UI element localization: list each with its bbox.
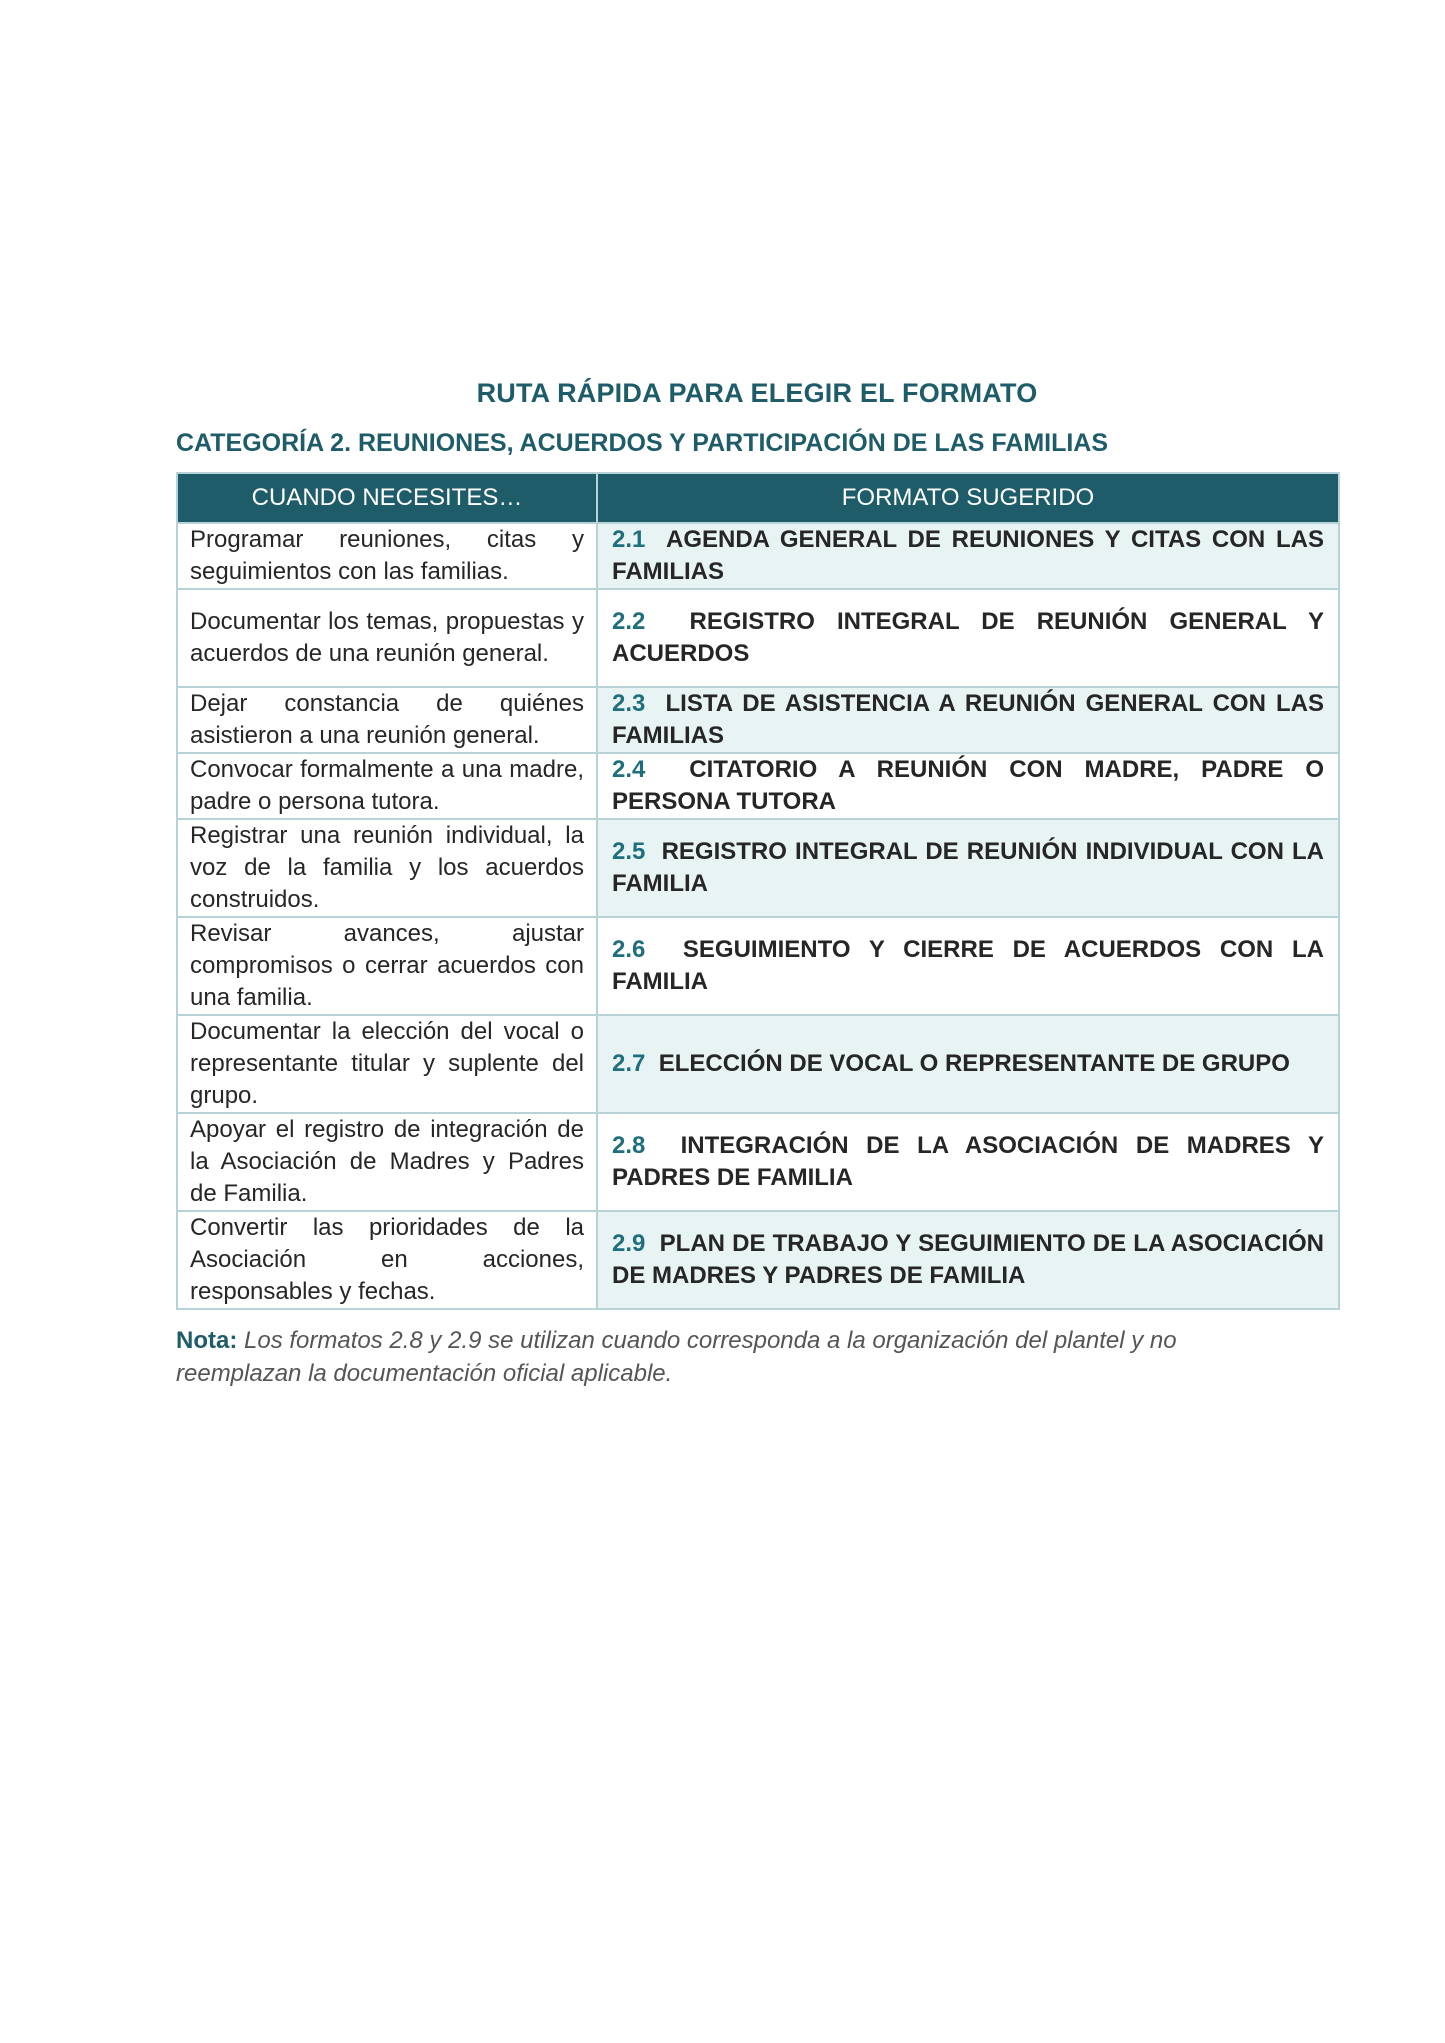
format-title: REGISTRO INTEGRAL DE REUNIÓN GENERAL Y ACUERDOS (612, 608, 1325, 667)
footnote (176, 1324, 1296, 1390)
format-cell (597, 523, 1339, 589)
format-title: INTEGRACIÓN DE LA ASOCIACIÓN DE MADRES Y PADRES DE FAMILIA (612, 1132, 1324, 1191)
note-text: Los formatos 2.8 y 2.9 se utilizan cuando corresponda a la organización del plantel y no reemplazan la documentación oficial aplicable. (176, 1327, 1177, 1387)
format-number: 2.2 (612, 608, 646, 635)
format-title: PLAN DE TRABAJO Y SEGUIMIENTO DE LA ASOCIACIÓN DE MADRES Y PADRES DE FAMILIA (612, 1230, 1324, 1289)
table-row (177, 819, 1339, 917)
format-number: 2.5 (612, 838, 646, 865)
need-cell: Programar reuniones, citas y seguimientos con las familias. (177, 523, 597, 589)
format-cell (597, 1113, 1339, 1211)
table-row (177, 589, 1339, 687)
format-cell (597, 1211, 1339, 1309)
format-cell (597, 687, 1339, 753)
format-number: 2.6 (612, 936, 646, 963)
format-title: CITATORIO A REUNIÓN CON MADRE, PADRE O PERSONA TUTORA (612, 756, 1324, 815)
format-cell (597, 589, 1339, 687)
format-title: LISTA DE ASISTENCIA A REUNIÓN GENERAL CON LAS FAMILIAS (612, 690, 1324, 749)
format-number: 2.1 (612, 526, 646, 553)
format-title: AGENDA GENERAL DE REUNIONES Y CITAS CON LAS FAMILIAS (612, 526, 1324, 585)
need-cell: Registrar una reunión individual, la voz de la familia y los acuerdos construidos. (177, 819, 597, 917)
format-number: 2.9 (612, 1230, 646, 1257)
table-row (177, 1113, 1339, 1211)
page-title: RUTA RÁPIDA PARA ELEGIR EL FORMATO (476, 378, 1038, 408)
format-title: ELECCIÓN DE VOCAL O REPRESENTANTE DE GRUPO (658, 1050, 1290, 1077)
need-cell: Dejar constancia de quiénes asistieron a una reunión general. (177, 687, 597, 753)
header-need: CUANDO NECESITES… (177, 473, 597, 523)
format-cell (597, 819, 1339, 917)
need-cell: Revisar avances, ajustar compromisos o cerrar acuerdos con una familia. (177, 917, 597, 1015)
format-cell (597, 917, 1339, 1015)
need-cell: Documentar los temas, propuestas y acuerdos de una reunión general. (177, 589, 597, 687)
table-row (177, 1211, 1339, 1309)
format-number: 2.8 (612, 1132, 646, 1159)
format-cell (597, 1015, 1339, 1113)
format-number: 2.4 (612, 756, 646, 783)
format-title: SEGUIMIENTO Y CIERRE DE ACUERDOS CON LA FAMILIA (612, 936, 1324, 995)
table-row (177, 917, 1339, 1015)
format-title: REGISTRO INTEGRAL DE REUNIÓN INDIVIDUAL CON LA FAMILIA (612, 838, 1324, 897)
table-row (177, 523, 1339, 589)
format-number: 2.7 (612, 1050, 646, 1077)
table-header-row (177, 473, 1339, 523)
need-cell: Convocar formalmente a una madre, padre o persona tutora. (177, 753, 597, 819)
format-number: 2.3 (612, 690, 646, 717)
document-page (176, 378, 1338, 1414)
header-format: FORMATO SUGERIDO (597, 473, 1339, 523)
format-cell (597, 753, 1339, 819)
table-row (177, 1015, 1339, 1113)
note-label: Nota: (176, 1327, 238, 1354)
table-row (177, 753, 1339, 819)
format-table (176, 472, 1340, 1310)
need-cell: Apoyar el registro de integración de la Asociación de Madres y Padres de Familia. (177, 1113, 597, 1211)
need-cell: Documentar la elección del vocal o representante titular y suplente del grupo. (177, 1015, 597, 1113)
category-heading: CATEGORÍA 2. REUNIONES, ACUERDOS Y PARTICIPACIÓN DE LAS FAMILIAS (176, 429, 1109, 457)
table-row (177, 687, 1339, 753)
need-cell: Convertir las prioridades de la Asociación en acciones, responsables y fechas. (177, 1211, 597, 1309)
